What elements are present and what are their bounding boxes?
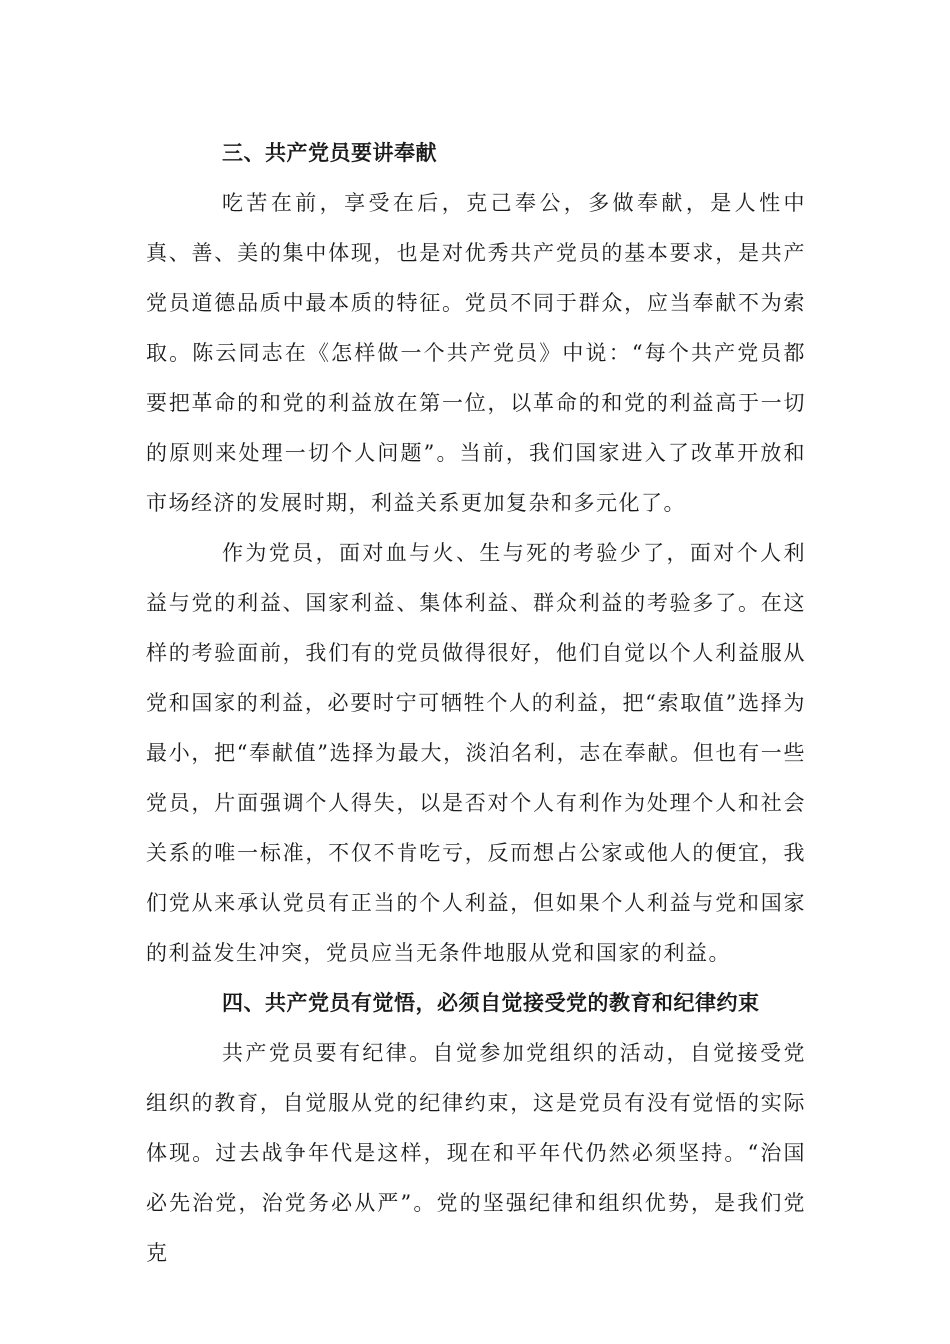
section-heading-3: 三、共产党员要讲奉献	[222, 140, 437, 165]
paragraph: 吃苦在前，享受在后，克己奉公，多做奉献，是人性中真、善、美的集中体现，也是对优秀共产党员的基本要求，是共产党员道德品质中最本质的特征。党员不同于群众，应当奉献不为索取。陈云同志在《怎样做一个共产党员》中说：“每个共产党员都要把革命的和党的利益放在第一位，以革命的和党的利益高于一切的原则来处理一切个人问题”。当前，我们国家进入了改革开放和市场经济的发展时期，利益关系更加复杂和多元化了。	[146, 191, 806, 515]
paragraph: 共产党员要有纪律。自觉参加党组织的活动，自觉接受党组织的教育，自觉服从党的纪律约束，这是党员有没有觉悟的实际体现。过去战争年代是这样，现在和平年代仍然必须坚持。“治国必先治党，治党务必从严”。党的坚强纪律和组织优势，是我们党克	[146, 1041, 806, 1265]
document-body	[146, 128, 806, 1278]
section-heading-4: 四、共产党员有觉悟，必须自觉接受党的教育和纪律约束	[222, 990, 760, 1015]
paragraph: 作为党员，面对血与火、生与死的考验少了，面对个人利益与党的利益、国家利益、集体利益、群众利益的考验多了。在这样的考验面前，我们有的党员做得很好，他们自觉以个人利益服从党和国家的利益，必要时宁可牺牲个人的利益，把“索取值”选择为最小，把“奉献值”选择为最大，淡泊名利，志在奉献。但也有一些党员，片面强调个人得失，以是否对个人有利作为处理个人和社会关系的唯一标准，不仅不肯吃亏，反而想占公家或他人的便宜，我们党从来承认党员有正当的个人利益，但如果个人利益与党和国家的利益发生冲突，党员应当无条件地服从党和国家的利益。	[146, 541, 806, 965]
